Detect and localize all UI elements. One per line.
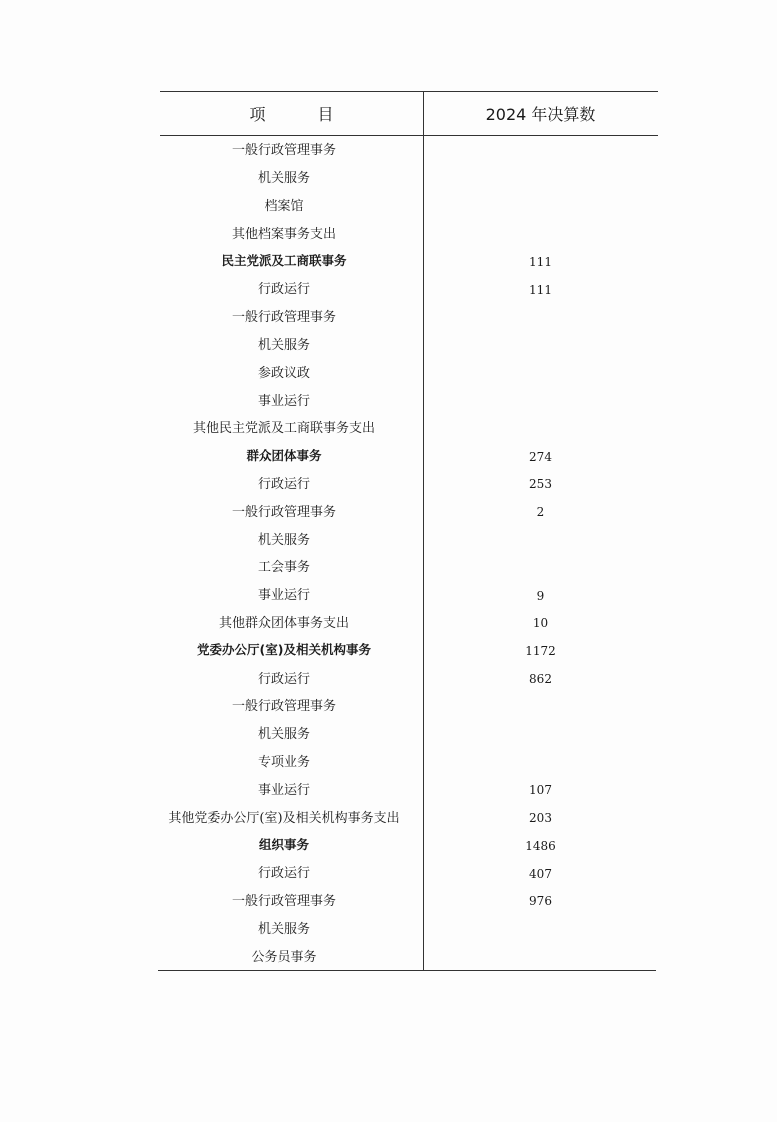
- table-body: [160, 135, 658, 969]
- table-row: [160, 246, 658, 274]
- row-amount: 107: [529, 783, 552, 798]
- row-item-name: 一般行政管理事务: [231, 504, 336, 520]
- table-row: [160, 552, 658, 580]
- row-item-name: 其他档案事务支出: [231, 226, 336, 242]
- row-item-name: 一般行政管理事务: [231, 699, 336, 715]
- table-row: [160, 858, 658, 886]
- table-row: [160, 886, 658, 914]
- row-item-name: 机关服务: [257, 727, 310, 743]
- row-item-name: 事业运行: [257, 393, 310, 409]
- header-item-char-1: 项: [249, 104, 266, 124]
- row-amount: [423, 385, 658, 413]
- table-row: [160, 802, 658, 830]
- row-item-name: 其他群众团体事务支出: [218, 615, 349, 631]
- row-item-name: 参政议政: [257, 365, 310, 381]
- table-row: [160, 135, 658, 163]
- row-amount: [423, 747, 658, 775]
- row-item-name: 工会事务: [257, 560, 310, 576]
- table-row: [160, 330, 658, 358]
- row-amount: 9: [536, 588, 545, 603]
- table-row: [160, 691, 658, 719]
- table-row: [160, 524, 658, 552]
- row-amount: [423, 135, 658, 163]
- table-row: [160, 635, 658, 663]
- table-row: [160, 608, 658, 636]
- row-amount: [423, 552, 658, 580]
- table-bottom-rule: [158, 970, 656, 971]
- table-row: [160, 469, 658, 497]
- row-item-name: 行政运行: [257, 282, 310, 298]
- row-item-name: 机关服务: [257, 171, 310, 187]
- table-row: [160, 774, 658, 802]
- row-amount: 1172: [525, 644, 556, 659]
- row-item-name: 行政运行: [257, 476, 310, 492]
- row-amount: 203: [529, 811, 552, 826]
- row-item-name: 事业运行: [257, 782, 310, 798]
- row-item-name: 专项业务: [257, 754, 310, 770]
- row-amount: [423, 691, 658, 719]
- table-row: [160, 163, 658, 191]
- row-amount: [423, 330, 658, 358]
- row-item-name: 行政运行: [257, 866, 310, 882]
- row-item-name: 一般行政管理事务: [231, 143, 336, 159]
- row-amount: [423, 218, 658, 246]
- row-item-name: 机关服务: [257, 921, 310, 937]
- row-item-name: 一般行政管理事务: [231, 893, 336, 909]
- table-row: [160, 385, 658, 413]
- row-amount: [423, 302, 658, 330]
- row-item-name: 公务员事务: [251, 949, 317, 965]
- row-item-name: 机关服务: [257, 337, 310, 353]
- row-item-name: 一般行政管理事务: [231, 310, 336, 326]
- table-row: [160, 663, 658, 691]
- row-amount: 274: [529, 449, 552, 464]
- row-amount: 862: [529, 672, 552, 687]
- row-amount: 407: [529, 866, 552, 881]
- row-amount: [423, 524, 658, 552]
- row-amount: [423, 163, 658, 191]
- table-row: [160, 191, 658, 219]
- table-row: [160, 719, 658, 747]
- row-amount: [423, 941, 658, 969]
- table-header: [160, 91, 658, 136]
- row-item-name: 其他民主党派及工商联事务支出: [192, 421, 375, 437]
- row-amount: [423, 191, 658, 219]
- row-item-name: 组织事务: [258, 836, 309, 852]
- row-amount: 253: [529, 477, 552, 492]
- table-row: [160, 580, 658, 608]
- row-item-name: 其他党委办公厅(室)及相关机构事务支出: [168, 810, 400, 826]
- row-amount: 111: [529, 255, 552, 270]
- row-amount: 10: [532, 616, 549, 631]
- table-row: [160, 830, 658, 858]
- row-amount: 2: [536, 505, 545, 520]
- row-amount: [423, 413, 658, 441]
- table-row: [160, 274, 658, 302]
- header-year-column: 2024 年决算数: [485, 104, 596, 124]
- row-amount: [423, 357, 658, 385]
- table-row: [160, 496, 658, 524]
- row-amount: 1486: [525, 838, 556, 853]
- row-item-name: 群众团体事务: [246, 447, 322, 463]
- table-row: [160, 441, 658, 469]
- table-row: [160, 747, 658, 775]
- row-item-name: 党委办公厅(室)及相关机构事务: [197, 642, 371, 658]
- row-item-name: 民主党派及工商联事务: [221, 253, 347, 269]
- header-item-column: [160, 91, 423, 135]
- row-item-name: 机关服务: [257, 532, 310, 548]
- table-row: [160, 913, 658, 941]
- header-item-char-2: 目: [317, 104, 334, 124]
- row-item-name: 事业运行: [257, 588, 310, 604]
- table-row: [160, 218, 658, 246]
- row-item-name: 行政运行: [257, 671, 310, 687]
- table-row: [160, 413, 658, 441]
- table-row: [160, 941, 658, 969]
- row-amount: [423, 719, 658, 747]
- row-item-name: 档案馆: [264, 198, 304, 214]
- row-amount: 976: [529, 894, 552, 909]
- table-row: [160, 302, 658, 330]
- table-row: [160, 357, 658, 385]
- row-amount: [423, 913, 658, 941]
- row-amount: 111: [529, 282, 552, 297]
